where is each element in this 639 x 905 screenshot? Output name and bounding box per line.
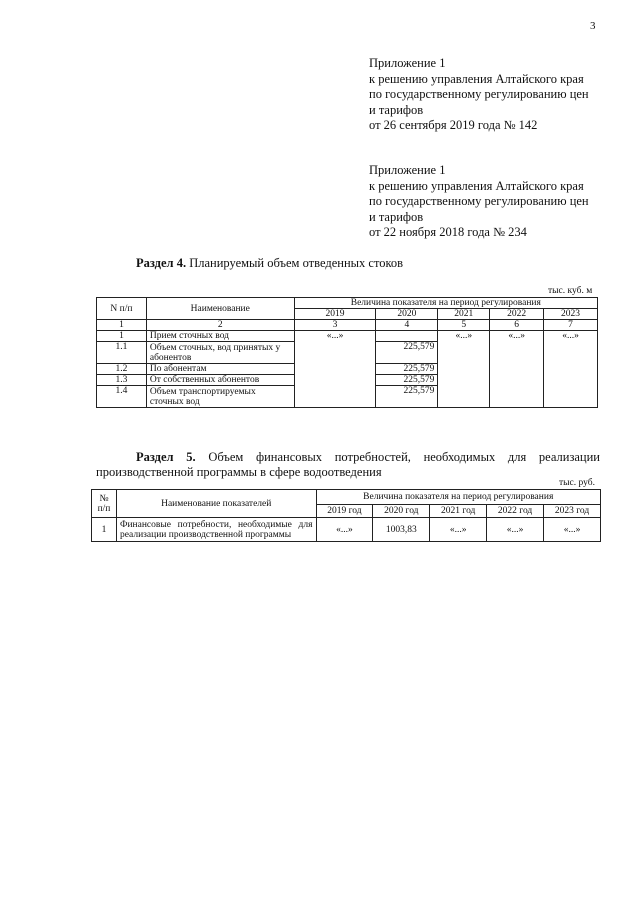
header-year: 2021 <box>438 309 490 320</box>
header-year: 2022 <box>490 309 544 320</box>
section5-title-line1: Объем финансовых потребностей, необходимых для реализации <box>208 450 600 464</box>
row-num: 1 <box>97 331 147 342</box>
row-name: От собственных абонентов <box>146 375 294 386</box>
value-2022: «...» <box>487 518 544 542</box>
col-number: 5 <box>438 320 490 331</box>
column-number-row <box>97 320 598 331</box>
appendix-line: и тарифов <box>369 102 424 117</box>
row-name: Прием сточных вод <box>146 331 294 342</box>
col-number: 2 <box>146 320 294 331</box>
appendix-line: Приложение 1 <box>369 56 446 70</box>
value-2020: 1003,83 <box>373 518 430 542</box>
section4-title-text: Планируемый объем отведенных стоков <box>189 256 404 270</box>
section4-table <box>96 297 598 408</box>
appendix-line: по государственному регулированию цен <box>369 194 589 208</box>
section5-title-line2: производственной программы в сфере водоотведения <box>96 465 382 479</box>
header-num: N п/п <box>97 298 147 320</box>
section5-unit: тыс. руб. <box>559 478 595 488</box>
appendix-line: от 26 сентября 2019 года № 142 <box>369 118 538 132</box>
value-2020: 225,579 <box>376 342 438 364</box>
col-number: 4 <box>376 320 438 331</box>
appendix-line: по государственному регулированию цен <box>369 87 589 101</box>
header-year: 2022 год <box>487 505 544 518</box>
header-year: 2023 год <box>544 505 601 518</box>
col-number: 3 <box>294 320 376 331</box>
section5-table <box>91 489 601 542</box>
row-name: Объем транспортируемых сточных вод <box>146 386 294 408</box>
header-year: 2020 год <box>373 505 430 518</box>
value-2022: «...» <box>490 331 544 408</box>
value-2020: 225,579 <box>376 386 438 408</box>
value-2019: «...» <box>294 331 376 408</box>
header-year: 2023 <box>544 309 598 320</box>
row-name: Финансовые потребности, необходимые для реализации производственной программы <box>116 518 316 542</box>
value-2023: «...» <box>544 518 601 542</box>
row-name: Объем сточных, вод принятых у абонентов <box>146 342 294 364</box>
row-num: 1.4 <box>97 386 147 408</box>
col-number: 1 <box>97 320 147 331</box>
section4-title <box>136 256 403 271</box>
row-num: 1.1 <box>97 342 147 364</box>
value-2020 <box>376 331 438 342</box>
header-period: Величина показателя на период регулирования <box>294 298 597 309</box>
appendix-line: к решению управления Алтайского края <box>369 178 584 193</box>
appendix-line: Приложение 1 <box>369 163 446 177</box>
row-num: 1.2 <box>97 364 147 375</box>
header-year: 2020 <box>376 309 438 320</box>
page-number: 3 <box>590 20 596 32</box>
col-number: 6 <box>490 320 544 331</box>
header-year: 2019 год <box>316 505 373 518</box>
section5-title <box>96 450 600 480</box>
section5-label: Раздел 5. <box>136 450 196 464</box>
section4-label: Раздел 4. <box>136 256 187 270</box>
col-number: 7 <box>544 320 598 331</box>
row-num: 1.3 <box>97 375 147 386</box>
header-period: Величина показателя на период регулирования <box>316 490 601 505</box>
table-row <box>97 331 598 342</box>
header-num: № п/п <box>92 490 117 518</box>
section4-unit: тыс. куб. м <box>548 286 593 296</box>
appendix-line: от 22 ноября 2018 года № 234 <box>369 225 527 239</box>
appendix-block-2 <box>369 163 629 241</box>
header-name: Наименование показателей <box>116 490 316 518</box>
appendix-line: к решению управления Алтайского края <box>369 71 584 86</box>
value-2021: «...» <box>438 331 490 408</box>
value-2023: «...» <box>544 331 598 408</box>
value-2021: «...» <box>430 518 487 542</box>
value-2020: 225,579 <box>376 364 438 375</box>
header-name: Наименование <box>146 298 294 320</box>
row-num: 1 <box>92 518 117 542</box>
value-2020: 225,579 <box>376 375 438 386</box>
row-name: По абонентам <box>146 364 294 375</box>
appendix-line: и тарифов <box>369 209 424 224</box>
header-year: 2021 год <box>430 505 487 518</box>
value-2019: «...» <box>316 518 373 542</box>
header-year: 2019 <box>294 309 376 320</box>
appendix-block-1 <box>369 56 629 134</box>
table-row <box>92 518 601 542</box>
